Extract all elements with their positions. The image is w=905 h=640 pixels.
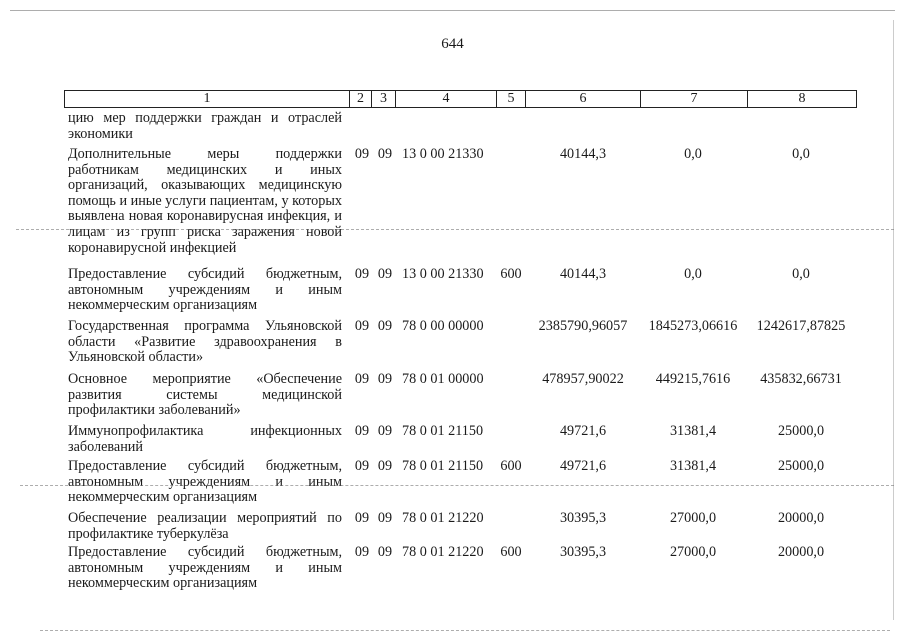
header-cell-1: 1 — [64, 90, 350, 108]
row-value-1: 2385790,96057 — [538, 318, 628, 334]
row-cs: 78 0 01 21220 — [402, 544, 484, 560]
row-name: Дополнительные меры поддержки работникам медицинских и иных организаций, оказывающих медицинскую помощь и иные услуги пациентам, у которых выявлена новая коронавирусная инфекция, и лицам из групп риска заражения новой коронавирусной инфекцией — [68, 146, 342, 256]
row-value-3: 20000,0 — [777, 510, 825, 526]
row-pr: 09 — [377, 146, 393, 162]
row-rz: 09 — [354, 458, 370, 474]
row-value-1: 40144,3 — [559, 146, 607, 162]
row-value-2: 31381,4 — [669, 423, 717, 439]
row-pr: 09 — [377, 544, 393, 560]
row-pr: 09 — [377, 510, 393, 526]
row-value-1: 30395,3 — [559, 544, 607, 560]
row-pr: 09 — [377, 266, 393, 282]
row-value-3: 20000,0 — [777, 544, 825, 560]
row-rz: 09 — [354, 371, 370, 387]
row-rz: 09 — [354, 318, 370, 334]
row-rz: 09 — [354, 146, 370, 162]
row-value-3: 25000,0 — [777, 458, 825, 474]
row-name: Предоставление субсидий бюджетным, автономным учреждениям и иным некоммерческим организациям — [68, 544, 342, 592]
row-pr: 09 — [377, 371, 393, 387]
row-value-2: 1845273,06616 — [648, 318, 738, 334]
row-value-2: 31381,4 — [669, 458, 717, 474]
header-cell-5: 5 — [496, 90, 526, 108]
row-name: Основное мероприятие «Обеспечение развития системы медицинской профилактики заболеваний» — [68, 371, 342, 419]
scan-line-top — [10, 10, 895, 11]
scan-artifact-line — [40, 630, 890, 631]
row-rz: 09 — [354, 544, 370, 560]
row-cs: 78 0 01 21150 — [402, 458, 484, 474]
row-rz: 09 — [354, 266, 370, 282]
row-cs: 13 0 00 21330 — [402, 266, 484, 282]
row-value-2: 27000,0 — [669, 510, 717, 526]
row-value-1: 49721,6 — [559, 458, 607, 474]
row-name: Государственная программа Ульяновской области «Развитие здравоохранения в Ульяновской области» — [68, 318, 342, 366]
row-value-1: 40144,3 — [559, 266, 607, 282]
page-number: 644 — [441, 36, 464, 52]
row-cs: 78 0 01 21150 — [402, 423, 484, 439]
row-value-1: 49721,6 — [559, 423, 607, 439]
scan-artifact-line — [20, 485, 894, 486]
row-value-3: 0,0 — [792, 266, 810, 282]
row-vr: 600 — [500, 266, 522, 282]
row-value-3: 0,0 — [792, 146, 810, 162]
row-pr: 09 — [377, 458, 393, 474]
row-name: Предоставление субсидий бюджетным, автономным учреждениям и иным некоммерческим организациям — [68, 266, 342, 314]
row-name: Предоставление субсидий бюджетным, автономным учреждениям и иным некоммерческим организациям — [68, 458, 342, 506]
row-vr: 600 — [500, 544, 522, 560]
row-cs: 78 0 01 21220 — [402, 510, 484, 526]
row-value-3: 1242617,87825 — [756, 318, 846, 334]
row-value-2: 449215,7616 — [655, 371, 731, 387]
row-name: Обеспечение реализации мероприятий по профилактике туберкулёза — [68, 510, 342, 542]
row-cs: 78 0 00 00000 — [402, 318, 484, 334]
row-name: Иммунопрофилактика инфекционных заболеваний — [68, 423, 342, 455]
row-value-2: 0,0 — [684, 266, 702, 282]
row-value-3: 435832,66731 — [760, 371, 842, 387]
row-rz: 09 — [354, 423, 370, 439]
row-value-3: 25000,0 — [777, 423, 825, 439]
header-cell-6: 6 — [525, 90, 641, 108]
row-name: цию мер поддержки граждан и отраслей экономики — [68, 110, 342, 142]
row-cs: 13 0 00 21330 — [402, 146, 484, 162]
row-value-1: 30395,3 — [559, 510, 607, 526]
row-pr: 09 — [377, 318, 393, 334]
header-cell-3: 3 — [371, 90, 396, 108]
row-rz: 09 — [354, 510, 370, 526]
header-cell-7: 7 — [640, 90, 748, 108]
row-cs: 78 0 01 00000 — [402, 371, 484, 387]
row-value-2: 0,0 — [684, 146, 702, 162]
row-vr: 600 — [500, 458, 522, 474]
row-value-1: 478957,90022 — [542, 371, 624, 387]
header-cell-2: 2 — [349, 90, 372, 108]
header-cell-4: 4 — [395, 90, 497, 108]
row-pr: 09 — [377, 423, 393, 439]
row-value-2: 27000,0 — [669, 544, 717, 560]
header-cell-8: 8 — [747, 90, 857, 108]
scan-edge-right — [893, 20, 894, 620]
scan-artifact-line — [16, 229, 894, 230]
